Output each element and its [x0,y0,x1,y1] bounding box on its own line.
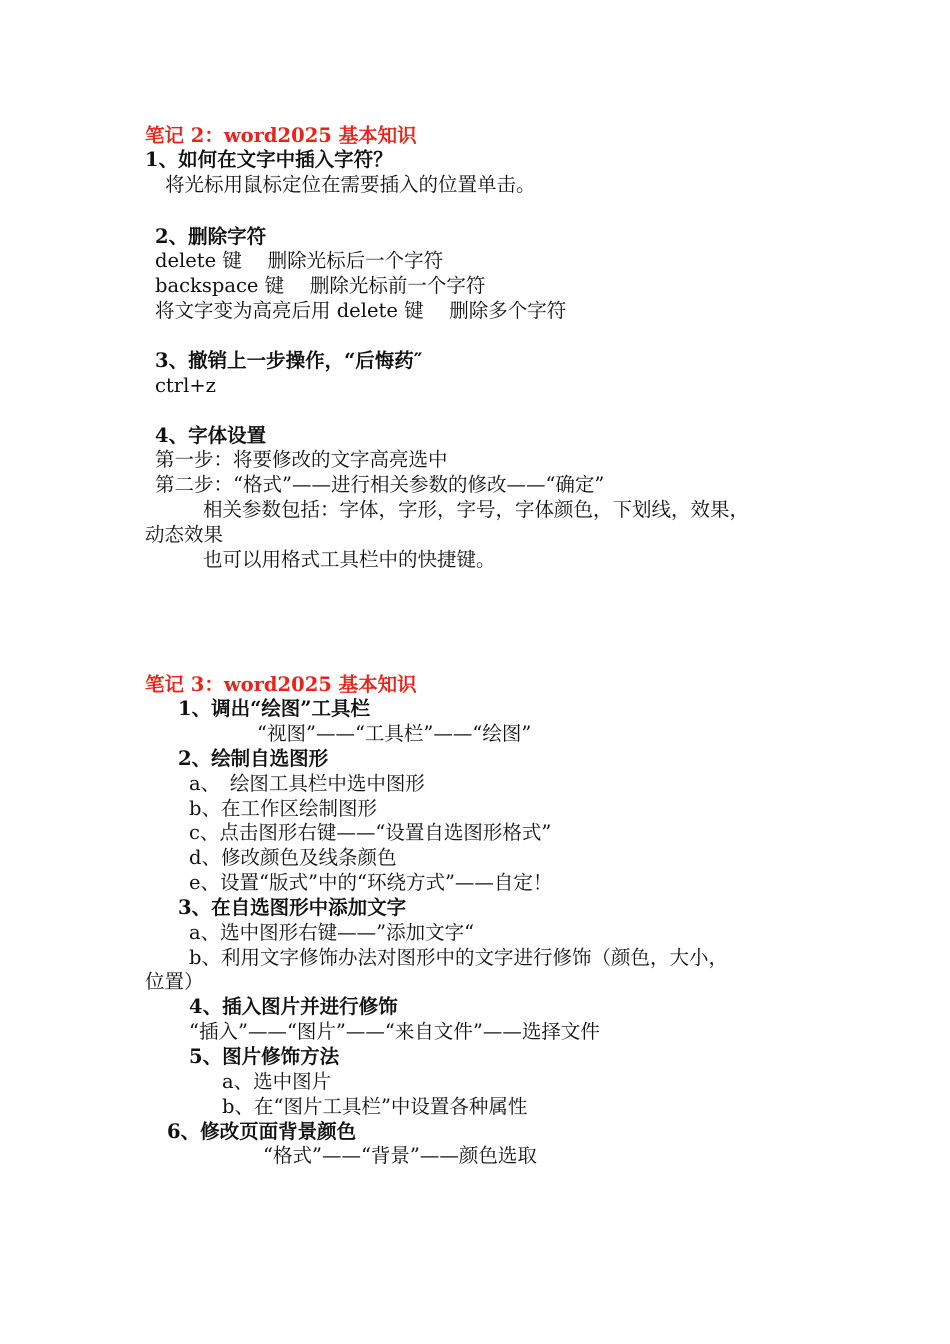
note3-heading-3: 3、在自选图形中添加文字 [178,896,407,919]
note2-heading-2: 2、删除字符 [155,225,267,248]
note2-text: 第二步：“格式”——进行相关参数的修改——“确定” [155,473,605,496]
note3-heading-4: 4、插入图片并进行修饰 [189,995,398,1018]
note2-text: delete 键 删除光标后一个字符 [155,249,444,272]
note2-heading-4: 4、字体设置 [155,424,267,447]
note2-text: 也可以用格式工具栏中的快捷键。 [203,548,496,571]
note2-text: 将文字变为高亮后用 delete 键 删除多个字符 [155,299,567,322]
note2-text: 第一步：将要修改的文字高亮选中 [155,448,448,471]
note3-text: a、选中图形右键——”添加文字“ [189,921,475,944]
note2-text: backspace 键 删除光标前一个字符 [155,274,486,297]
note3-text: d、修改颜色及线条颜色 [189,846,397,869]
note3-heading-6: 6、修改页面背景颜色 [167,1120,357,1143]
note3-text: e、设置“版式”中的“环绕方式”——自定！ [189,871,553,894]
note3-text: “格式”——“背景”——颜色选取 [263,1144,537,1167]
note2-text: 相关参数包括：字体，字形，字号，字体颜色，下划线，效果， [203,498,750,521]
note3-heading-2: 2、绘制自选图形 [178,747,329,770]
note2-text: 将光标用鼠标定位在需要插入的位置单击。 [165,173,536,196]
note3-title: 笔记 3：word2025 基本知识 [145,673,417,696]
note2-title: 笔记 2：word2025 基本知识 [145,124,417,147]
note2-heading-1: 1、如何在文字中插入字符？ [145,148,393,171]
note2-text: 动态效果 [145,523,224,546]
note3-text: c、点击图形右键——“设置自选图形格式” [189,821,552,844]
note3-heading-1: 1、调出“绘图”工具栏 [178,697,371,720]
note2-heading-3: 3、撤销上一步操作，“后悔药″ [155,349,423,372]
note3-heading-5: 5、图片修饰方法 [189,1045,340,1068]
note3-text: “插入”——“图片”——“来自文件”——选择文件 [189,1020,600,1043]
note3-text: b、利用文字修饰办法对图形中的文字进行修饰（颜色，大小， [189,946,728,969]
note3-text: a、 绘图工具栏中选中图形 [189,772,425,795]
note2-text: ctrl+z [155,374,216,397]
note3-text: b、在工作区绘制图形 [189,797,377,820]
note3-text: a、选中图片 [222,1070,332,1093]
note3-text: 位置） [145,970,204,993]
note3-text: “视图”——“工具栏”——“绘图” [257,722,532,745]
note3-text: b、在“图片工具栏”中设置各种属性 [222,1095,528,1118]
